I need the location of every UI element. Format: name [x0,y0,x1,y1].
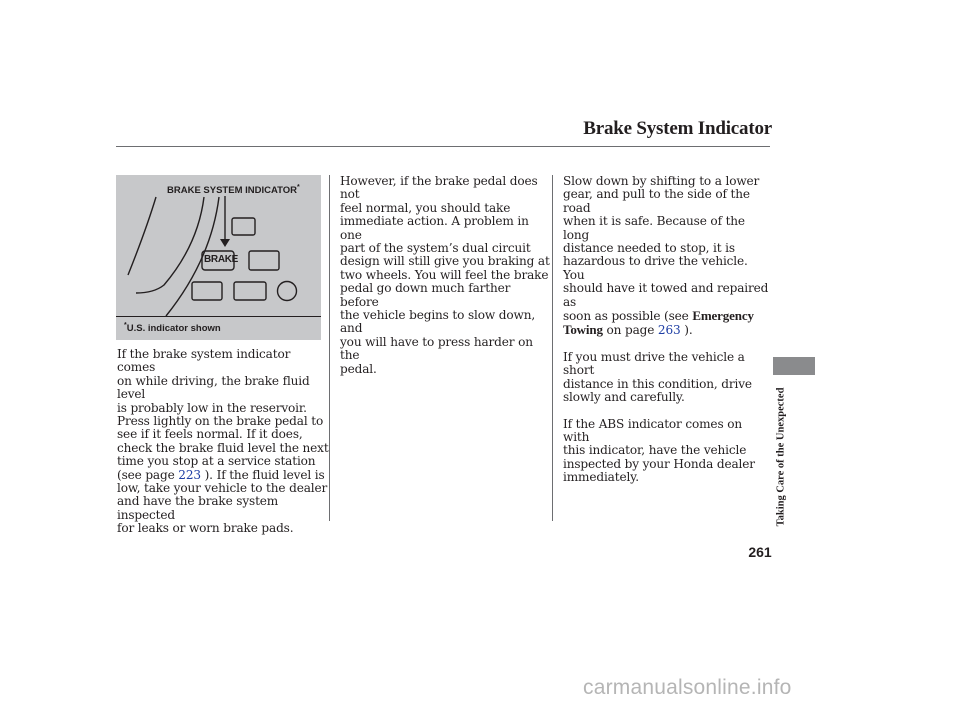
paragraph: However, if the brake pedal does not feel normal, you should take immediate action. A problem in one part of the system’s dual circuit design will still give you braking at two wheels. You will feel the brake pedal go down much farther before the vehicle begins to slow down, and you will have to press harder on the pedal. [340,174,550,376]
paragraph: If the ABS indicator comes on with this indicator, have the vehicle inspected by your Honda dealer immediately. [563,416,755,485]
section-side-label: Taking Care of the Unexpected [775,387,787,527]
paragraph: If you must drive the vehicle a short distance in this condition, drive slowly and carefully. [563,349,752,405]
figure-rule [116,316,321,317]
page-link-263[interactable]: 263 [657,323,681,338]
page-number: 261 [748,544,772,560]
column-1 [117,348,329,536]
paragraph: If the brake system indicator comes on while driving, the brake fluid level is probably low in the reservoir. Press lightly on the brake pedal to see if it feels normal. If it does, check the brake fluid level the next time you stop at a service station (see page 223 ). If the fluid level is low, take your vehicle to the dealer and have the brake system inspected for leaks or worn brake pads. [117,347,329,536]
page-link-223[interactable]: 223 [178,467,201,482]
title-rule [116,146,770,147]
watermark: carmanualsonline.info [583,676,792,699]
emergency-towing-ref: Towing [563,322,603,338]
section-thumb-tab [773,357,815,375]
asterisk-mark: * [297,184,300,191]
paragraph: Slow down by shifting to a lower gear, and pull to the side of the road when it is safe. Because of the long distance needed to stop, it is hazardous to drive the vehicle. You should have it towed and repaired as soon as possible (see Emergency Towing on page 263 ). [563,174,769,338]
brake-indicator-figure [116,175,321,340]
emergency-towing-ref: Emergency [692,308,754,324]
page-title: Brake System Indicator [583,118,772,139]
column-divider [329,175,330,521]
figure-callout-label: BRAKE SYSTEM INDICATOR* [167,184,300,197]
column-3 [563,175,771,485]
brake-indicator-lamp: BRAKE [204,254,239,265]
figure-footnote: *U.S. indicator shown [124,322,221,335]
asterisk-mark: * [124,322,127,329]
column-divider [552,175,553,521]
column-2 [340,175,552,376]
